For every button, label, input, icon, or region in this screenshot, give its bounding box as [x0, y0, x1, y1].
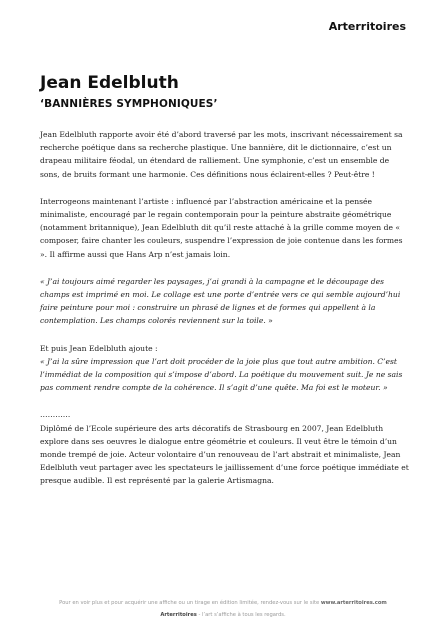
paragraph-intro: Jean Edelbluth rapporte avoir été d’abord traversé par les mots, inscrivant nécessairement sa recherche poétique dans sa recherche plastique. Une bannière, dit le dictionnaire, c’est un drapeau militaire féodal, un étendard de ralliement. Une symphonie, c’est un ensemble de sons, de bruits formant une harmonie. Ces définitions nous éclairent-elles ? Peut-être ! [40, 130, 403, 179]
paragraph-interview: Interrogeons maintenant l’artiste : influencé par l’abstraction américaine et la pensée minimaliste, encouragé par le regain contemporain pour la peinture abstraite géométrique (notamment britannique), Jean Edelbluth dit qu’il reste attaché à la grille comme moyen de « composer, faire chanter les couleurs, suspendre l’expression de joie contenue dans les formes ». Il affirme aussi que Hans Arp n’est jamais loin. [40, 196, 403, 259]
footer-website-link[interactable]: www.arterritoires.com [320, 600, 387, 606]
brand-logo: Arterritoires [328, 20, 406, 33]
quote-landscapes-text: « J’ai toujours aimé regarder les paysages, j’ai grandi à la campagne et le découpage des champs est imprimé en moi. Le collage est une porte d’entrée vers ce qui semble aujourd’hui faire peinture pour moi : construire un phrasé de lignes et de formes qui appellent à la contemplation. Les champs colorés reviennent sur la toile. [40, 276, 401, 326]
quote-joy-text: « J’ai la sûre impression que l’art doit procéder de la joie plus que tout autre ambition. C’est l’immédiat de la composition qui s’impose d’abord. La poétique du mouvement suit. Je ne sais pas comment rendre compte de la cohérence. Il s’agit d’une quête. Ma foi est le moteur. » [40, 356, 403, 393]
artist-biography: Diplômé de l’Ecole supérieure des arts décoratifs de Strasbourg en 2007, Jean Edelbluth explore dans ses oeuvres le dialogue entre géométrie et couleurs. Il veut être le témoin d’un monde trempé de joie. Acteur volontaire d’un renouveau de l’art abstrait et minimaliste, Jean Edelbluth veut partager avec les spectateurs le jaillissement d’une force poétique immédiate et presque audible. Il est représenté par la galerie Artismagna. [40, 423, 409, 486]
artist-name-title: Jean Edelbluth [40, 73, 179, 93]
footer-purchase-text: Pour en voir plus et pour acquérir une affiche ou un tirage en édition limitée, rendez-vous sur le site [59, 600, 321, 606]
footer-purchase-note [0, 600, 446, 606]
footer-tagline [0, 612, 446, 618]
quote-joy [40, 355, 410, 395]
article-body [40, 128, 410, 502]
footer-brand: Arterritoires [160, 612, 197, 618]
intro-second-quote: Et puis Jean Edelbluth ajoute : [40, 343, 158, 353]
exhibition-subtitle: ‘BANNIÈRES SYMPHONIQUES’ [40, 98, 218, 110]
quote-landscapes [40, 275, 410, 328]
separator-dots: ………… [40, 410, 71, 420]
quote-landscapes-close: » [265, 316, 273, 326]
footer-tagline-text: - l’art s’affiche à tous les regards. [196, 612, 286, 618]
